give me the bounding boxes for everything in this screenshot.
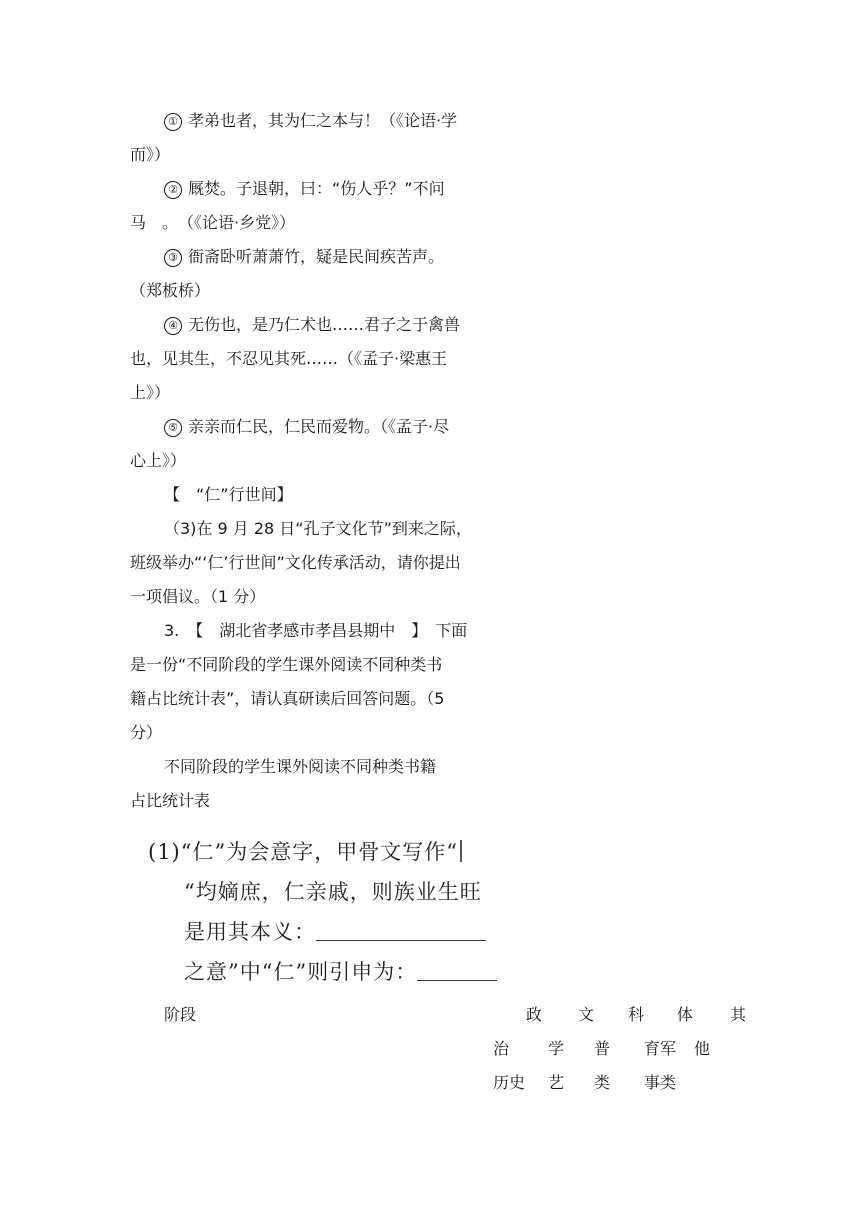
image-line-1: (1)“仁”为会意字，甲骨文写作“: [148, 836, 470, 866]
item-number: ④: [164, 317, 182, 335]
question-3-line-3: 一项倡议。（1 分）: [130, 587, 266, 606]
item-2-line-2: 马 。 （《论语·乡党》）: [130, 213, 296, 232]
table-header-stage: 阶段: [164, 1005, 197, 1024]
item-number: ①: [164, 113, 182, 131]
question-3-line-2: 班级举办“‘仁’行世间”文化传承活动，请你提出: [130, 553, 461, 572]
problem-3-line-4: 分）: [130, 723, 163, 742]
image-line-2: “均嫡庶，仁亲戚，则族业生旺: [184, 880, 482, 904]
table-header-science-1: 科: [628, 1005, 645, 1024]
problem-3-line-2: 是一份“不同阶段的学生课外阅读不同种类书: [130, 655, 443, 674]
table-header-politics-2: 治: [493, 1039, 510, 1058]
table-header-literature-2: 学: [548, 1039, 565, 1058]
question-3-line-1: （3)在 9 月 28 日“孔子文化节”到来之际，: [164, 519, 472, 538]
section-heading: 【 “仁”行世间】: [164, 485, 293, 504]
item-4-line-2: 也，见其生，不忍见其死……（《孟子·梁惠王: [130, 349, 448, 368]
table-header-politics-3: 历史: [493, 1073, 526, 1092]
image-line-4: 之意”中“仁”则引申为：: [184, 956, 497, 986]
table-header-military-1: 体: [677, 1005, 694, 1024]
table-header-politics-1: 政: [526, 1005, 543, 1024]
table-header-other-1: 其: [730, 1005, 747, 1024]
image-line-3: 是用其本义：: [184, 916, 486, 946]
table-header-military-3: 事类: [644, 1073, 677, 1092]
answer-blank: [417, 960, 497, 981]
item-3-line-2: （郑板桥）: [130, 281, 211, 300]
problem-3-line-3: 籍占比统计表”，请认真研读后回答问题。（5: [130, 689, 445, 708]
table-header-other-2: 他: [694, 1039, 711, 1058]
table-header-literature-3: 艺: [548, 1073, 565, 1092]
item-1-line-1: ① 孝弟也者，其为仁之本与！（《论语·学: [130, 104, 480, 138]
problem-3-line-1: 3. 【 湖北省孝感市孝昌县期中 】 下面: [164, 621, 468, 640]
item-5-line-1: ⑤ 亲亲而仁民，仁民而爱物。（《孟子·尽: [130, 410, 480, 444]
table-header-science-3: 类: [594, 1073, 611, 1092]
item-4-line-1: ④ 无伤也，是乃仁术也……君子之于禽兽: [130, 308, 480, 342]
answer-blank: [316, 920, 486, 941]
item-5-line-2: 心上》）: [130, 451, 187, 470]
table-title-line-1: 不同阶段的学生课外阅读不同种类书籍: [164, 757, 437, 776]
text-column: [130, 104, 480, 818]
item-number: ②: [164, 181, 182, 199]
table-header-military-2: 育军: [644, 1039, 677, 1058]
item-number: ③: [164, 249, 182, 267]
table-header-science-2: 普: [594, 1039, 611, 1058]
item-4-line-3: 上》）: [130, 383, 171, 402]
scanned-question-image: [140, 826, 482, 988]
item-2-line-1: ② 厩焚。子退朝，曰：“伤人乎？”不问: [130, 172, 480, 206]
table-title-line-2: 占比统计表: [130, 791, 211, 810]
table-header-literature-1: 文: [578, 1005, 595, 1024]
item-3-line-1: ③ 衙斋卧听萧萧竹，疑是民间疾苦声。: [130, 240, 480, 274]
item-1-line-2: 而》）: [130, 145, 171, 164]
item-number: ⑤: [164, 419, 182, 437]
